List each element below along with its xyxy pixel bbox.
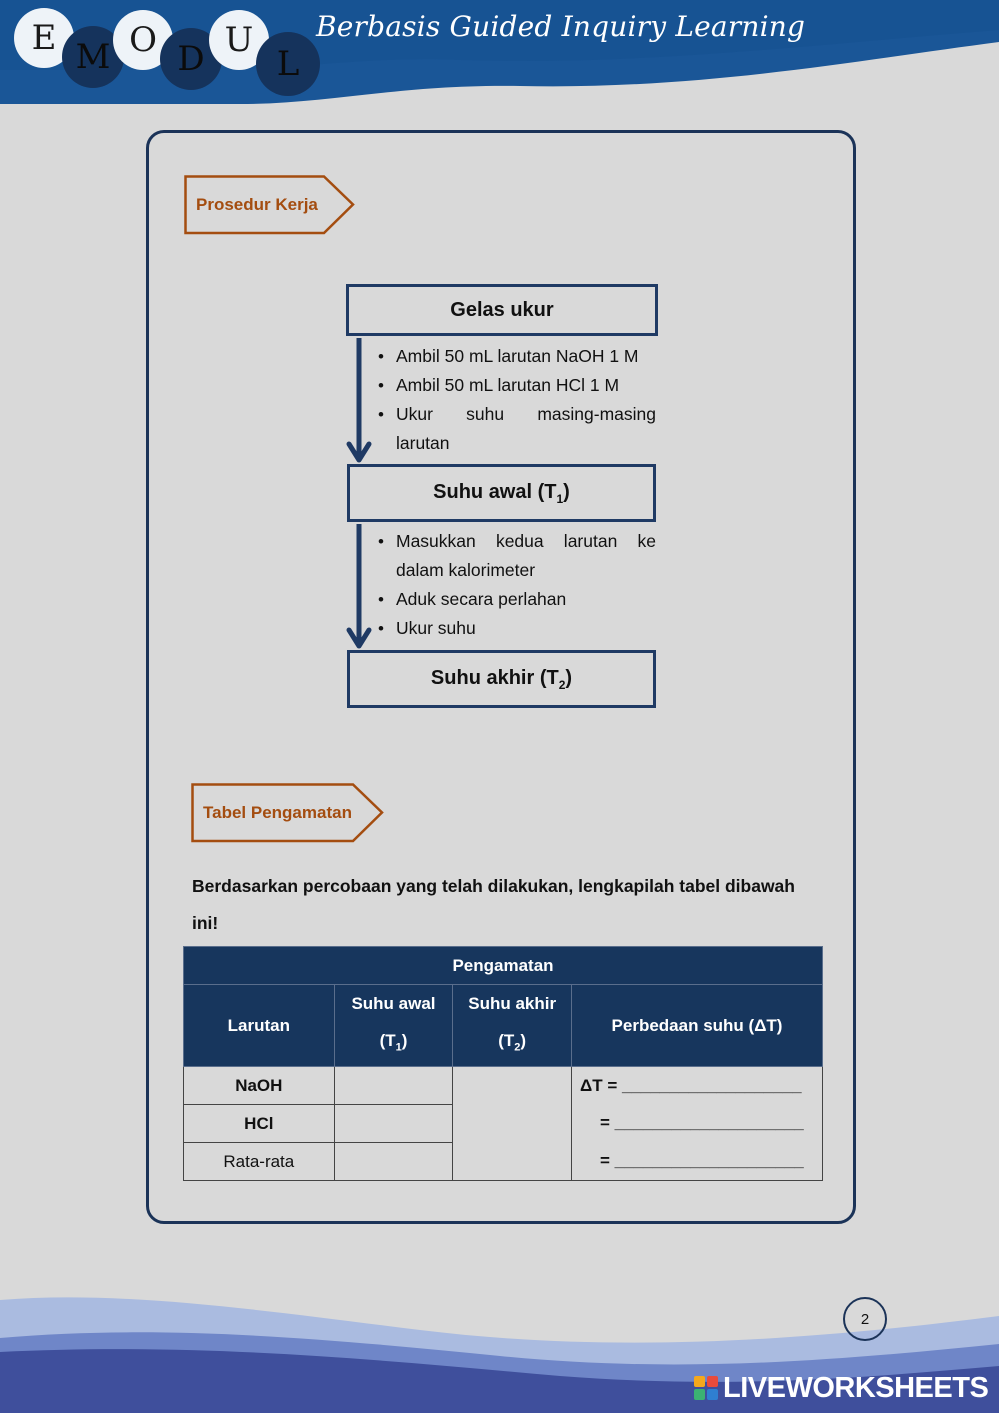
logo-letter-l: L	[256, 32, 320, 96]
list-item: • Ambil 50 mL larutan NaOH 1 M	[376, 342, 656, 371]
delta-line-3: = ____________________	[600, 1151, 804, 1171]
row-label-hcl: HCl	[184, 1105, 335, 1143]
instruction-text: Berdasarkan percobaan yang telah dilakukan, lengkapilah tabel dibawah ini!	[192, 876, 795, 933]
flow-box-gelas-ukur	[346, 284, 658, 336]
steps-list-1	[376, 342, 656, 458]
list-item: • Ambil 50 mL larutan HCl 1 M	[376, 371, 656, 400]
list-item: • Masukkan kedua larutan ke dalam kalorimeter	[376, 527, 656, 585]
logo-letter-o: O	[113, 10, 173, 70]
observation-table	[183, 946, 823, 1181]
table-row	[184, 1067, 823, 1105]
table-header-row	[184, 985, 823, 1067]
flow-box-suhu-awal-label: Suhu awal $(T_1)$	[433, 480, 570, 506]
table-group-header: Pengamatan	[184, 947, 823, 985]
input-suhu-awal-naoh[interactable]	[334, 1067, 453, 1105]
liveworksheets-grid-icon	[693, 1375, 719, 1401]
input-suhu-awal-rata-rata[interactable]	[334, 1143, 453, 1181]
col-larutan-header: Larutan	[184, 985, 335, 1067]
liveworksheets-text: LIVEWORKSHEETS	[723, 1371, 989, 1404]
flow-box-suhu-awal	[347, 464, 656, 522]
list-item: • Ukur suhu masing-masing larutan	[376, 400, 656, 458]
liveworksheets-logo	[693, 1371, 988, 1405]
page-number: 2	[843, 1297, 887, 1341]
flow-arrow-2	[346, 522, 374, 652]
row-label-naoh: NaOH	[184, 1067, 335, 1105]
flow-box-suhu-akhir-label: Suhu akhir $(T_2)$	[430, 666, 573, 692]
logo-letter-m: M	[62, 26, 124, 88]
table-header-row	[184, 947, 823, 985]
flow-box-gelas-ukur-label: Gelas ukur	[450, 298, 554, 321]
input-suhu-awal-hcl[interactable]	[334, 1105, 453, 1143]
list-item: • Aduk secara perlahan	[376, 585, 656, 614]
flow-box-suhu-akhir	[347, 650, 656, 708]
col-suhu-awal-header: Suhu awal $(T_1)$	[334, 985, 453, 1067]
steps-list-2	[376, 527, 656, 643]
col-perbedaan-header: Perbedaan suhu (ΔT)	[572, 985, 823, 1067]
logo-letter-e: E	[14, 8, 74, 68]
procedure-tag	[184, 175, 356, 235]
row-label-rata-rata: Rata-rata	[184, 1143, 335, 1181]
observation-tag-label: Tabel Pengamatan	[203, 803, 352, 822]
delta-line-1: ΔT = ___________________	[580, 1076, 802, 1096]
header-title: Berbasis Guided Inquiry Learning	[316, 10, 806, 43]
delta-line-2: = ____________________	[600, 1113, 804, 1133]
col-suhu-akhir-header: Suhu akhir $(T_2)$	[453, 985, 572, 1067]
observation-tag	[191, 783, 385, 843]
procedure-tag-label: Prosedur Kerja	[196, 195, 318, 214]
input-suhu-akhir[interactable]	[453, 1067, 572, 1181]
logo-letter-u: U	[209, 10, 269, 70]
logo-letter-d: D	[160, 28, 222, 90]
flow-arrow-1	[346, 336, 374, 466]
list-item: • Ukur suhu	[376, 614, 656, 643]
delta-cell[interactable]	[572, 1067, 823, 1181]
